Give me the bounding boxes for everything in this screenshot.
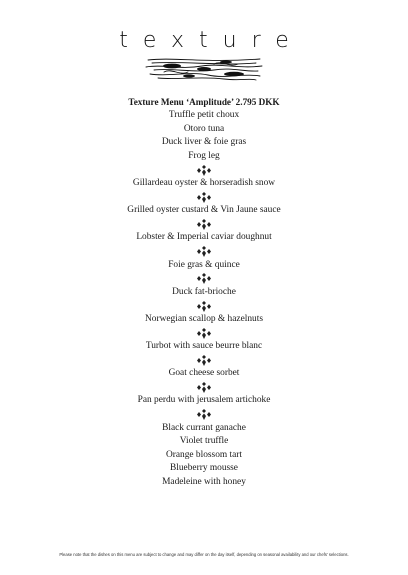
diamond-cluster-ornament-icon xyxy=(195,273,213,284)
menu-dish: Goat cheese sorbet xyxy=(168,368,240,379)
course-separator xyxy=(0,245,408,259)
course-separator xyxy=(0,163,408,177)
menu-dish: Duck fat-brioche xyxy=(172,286,236,297)
course-separator xyxy=(0,381,408,395)
menu-dish: Norwegian scallop & hazelnuts xyxy=(145,313,263,324)
diamond-cluster-ornament-icon xyxy=(195,328,213,339)
course-separator xyxy=(0,299,408,313)
footer-disclaimer: Please note that the dishes on this menu are subject to change and may differ on the day itself, depending on seasonal availability and our chefs’ selections. xyxy=(59,552,349,557)
diamond-cluster-ornament-icon xyxy=(195,355,213,366)
course-list xyxy=(0,109,408,490)
menu-dish: Otoro tuna xyxy=(183,123,225,134)
diamond-cluster-ornament-icon xyxy=(195,382,213,393)
menu-dish: Black currant ganache xyxy=(162,422,246,433)
diamond-cluster-ornament-icon xyxy=(195,165,213,176)
tasting-menu xyxy=(0,96,408,490)
course-separator xyxy=(0,218,408,232)
menu-dish: Frog leg xyxy=(188,150,220,161)
diamond-cluster-ornament-icon xyxy=(195,192,213,203)
menu-dish: Turbot with sauce beurre blanc xyxy=(145,341,263,352)
menu-dish: Gillardeau oyster & horseradish snow xyxy=(132,177,276,188)
course-separator xyxy=(0,408,408,422)
menu-title: Texture Menu ‘Amplitude’ 2.795 DKK xyxy=(128,97,280,107)
diamond-cluster-ornament-icon xyxy=(195,409,213,420)
menu-dish: Blueberry mousse xyxy=(170,463,238,474)
menu-dish: Violet truffle xyxy=(179,436,229,447)
menu-dish: Orange blossom tart xyxy=(165,449,243,460)
diamond-cluster-ornament-icon xyxy=(195,246,213,257)
menu-dish: Pan perdu with jerusalem artichoke xyxy=(137,395,271,406)
course-separator xyxy=(0,272,408,286)
menu-dish: Truffle petit choux xyxy=(168,110,240,120)
menu-dish: Madeleine with honey xyxy=(162,477,246,488)
course-separator xyxy=(0,327,408,341)
menu-dish: Grilled oyster custard & Vin Jaune sauce xyxy=(127,205,281,216)
diamond-cluster-ornament-icon xyxy=(195,301,213,312)
menu-dish: Foie gras & quince xyxy=(168,259,240,270)
menu-dish: Duck liver & foie gras xyxy=(161,137,247,148)
driftwood-sketch-icon xyxy=(144,54,264,84)
brand-wordmark: texture xyxy=(119,28,304,53)
course-separator xyxy=(0,191,408,205)
menu-dish: Lobster & Imperial caviar doughnut xyxy=(136,232,272,243)
diamond-cluster-ornament-icon xyxy=(195,219,213,230)
course-separator xyxy=(0,354,408,368)
